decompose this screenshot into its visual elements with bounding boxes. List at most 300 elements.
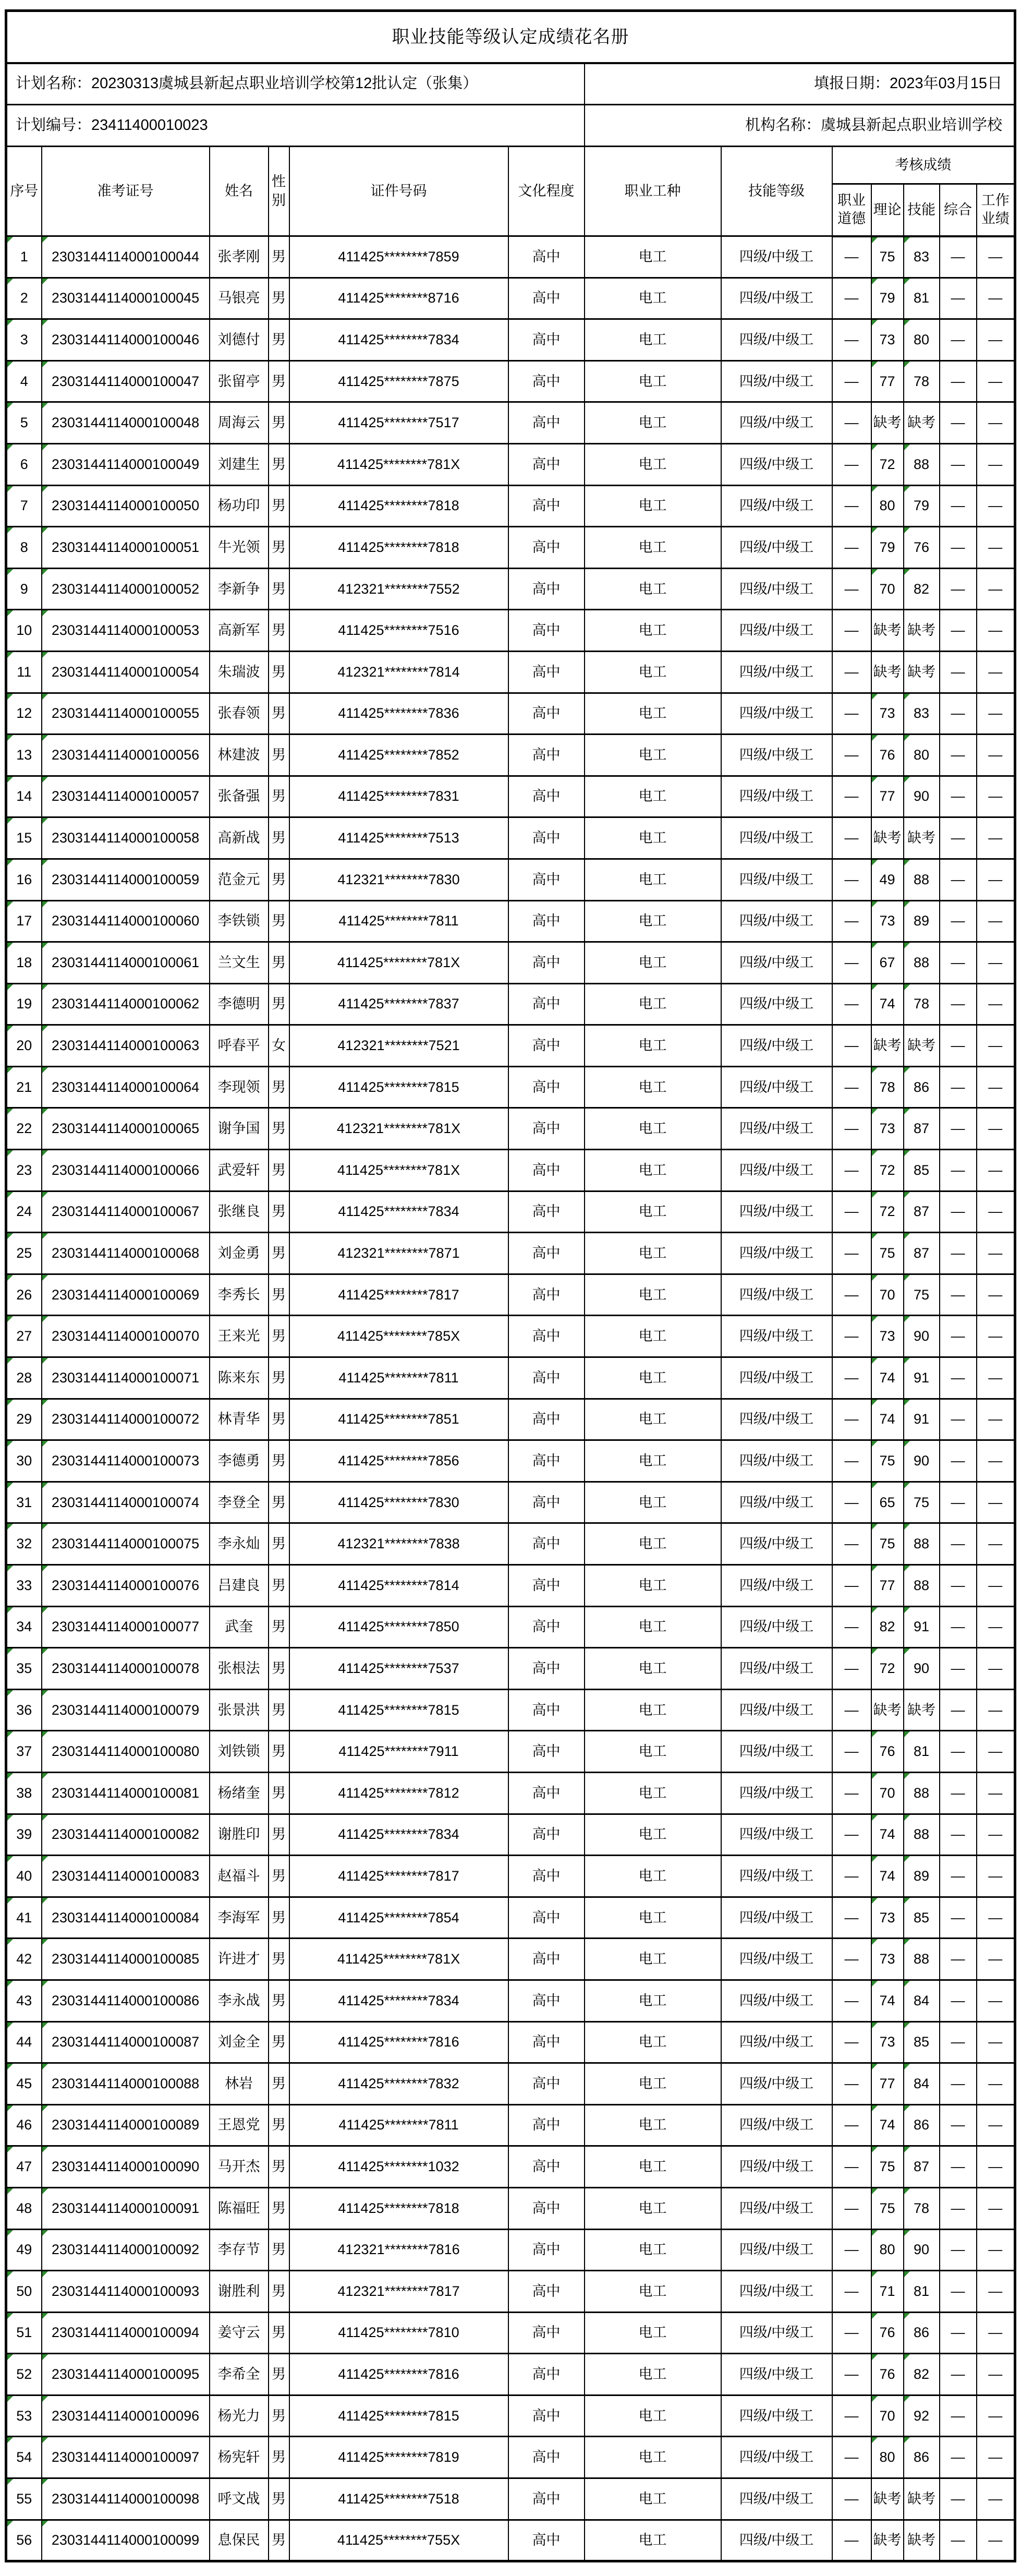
cell-ethics-score: — [832, 2146, 871, 2188]
cell-ticket: 2303144114000100077 [42, 1606, 210, 1648]
cell-occupation: 电工 [585, 1606, 721, 1648]
table-row [6, 2354, 1015, 2396]
cell-theory-score: 缺考 [871, 2520, 904, 2561]
cell-ethics-score: — [832, 610, 871, 652]
cell-education: 高中 [508, 1066, 585, 1108]
cell-id: 411425********7817 [289, 1856, 508, 1897]
cell-id: 412321********7552 [289, 568, 508, 610]
cell-ticket: 2303144114000100076 [42, 1565, 210, 1607]
col-header-gender: 性别 [269, 147, 289, 236]
table-row [6, 1025, 1015, 1067]
cell-occupation: 电工 [585, 983, 721, 1025]
cell-id: 411425********7850 [289, 1606, 508, 1648]
cell-skill-score: 85 [904, 1150, 940, 1191]
cell-level: 四级/中级工 [721, 776, 832, 817]
cell-education: 高中 [508, 1233, 585, 1274]
cell-name: 林建波 [210, 735, 269, 776]
cell-skill-score: 79 [904, 485, 940, 527]
cell-skill-score: 82 [904, 568, 940, 610]
cell-ticket: 2303144114000100087 [42, 2021, 210, 2063]
plan-name-value: 20230313虞城县新起点职业培训学校第12批认定（张集） [91, 75, 478, 92]
cell-ethics-score: — [832, 236, 871, 278]
cell-work-score: — [977, 1939, 1015, 1980]
cell-skill-score: 78 [904, 2187, 940, 2229]
cell-work-score: — [977, 2146, 1015, 2188]
cell-work-score: — [977, 402, 1015, 444]
cell-id: 411425********7816 [289, 2354, 508, 2396]
cell-comprehensive-score: — [940, 1274, 977, 1316]
cell-skill-score: 80 [904, 735, 940, 776]
cell-theory-score: 72 [871, 1191, 904, 1233]
cell-name: 李海军 [210, 1897, 269, 1939]
cell-education: 高中 [508, 2146, 585, 2188]
cell-work-score: — [977, 1606, 1015, 1648]
cell-theory-score: 缺考 [871, 1025, 904, 1067]
cell-gender: 男 [269, 2478, 289, 2520]
cell-ticket: 2303144114000100069 [42, 1274, 210, 1316]
cell-comprehensive-score: — [940, 2312, 977, 2354]
cell-work-score: — [977, 485, 1015, 527]
cell-ethics-score: — [832, 1150, 871, 1191]
cell-gender: 男 [269, 1648, 289, 1690]
cell-id: 412321********7816 [289, 2229, 508, 2271]
cell-level: 四级/中级工 [721, 1108, 832, 1150]
cell-ethics-score: — [832, 319, 871, 361]
cell-education: 高中 [508, 776, 585, 817]
cell-seq: 25 [6, 1233, 42, 1274]
cell-ticket: 2303144114000100070 [42, 1316, 210, 1357]
cell-theory-score: 80 [871, 2229, 904, 2271]
cell-comprehensive-score: — [940, 1108, 977, 1150]
cell-occupation: 电工 [585, 2312, 721, 2354]
cell-seq: 12 [6, 693, 42, 735]
cell-work-score: — [977, 2229, 1015, 2271]
cell-id: 411425********7815 [289, 1066, 508, 1108]
cell-work-score: — [977, 1689, 1015, 1731]
cell-seq: 44 [6, 2021, 42, 2063]
cell-level: 四级/中级工 [721, 2146, 832, 2188]
col-header-level: 技能等级 [721, 147, 832, 236]
table-row [6, 2063, 1015, 2105]
cell-work-score: — [977, 1357, 1015, 1399]
cell-level: 四级/中级工 [721, 2354, 832, 2396]
cell-skill-score: 90 [904, 1316, 940, 1357]
cell-name: 李德勇 [210, 1440, 269, 1482]
col-header-seq: 序号 [6, 147, 42, 236]
cell-name: 李新争 [210, 568, 269, 610]
cell-ethics-score: — [832, 2187, 871, 2229]
cell-ethics-score: — [832, 2354, 871, 2396]
cell-education: 高中 [508, 2271, 585, 2313]
cell-id: 411425********781X [289, 942, 508, 984]
cell-name: 武奎 [210, 1606, 269, 1648]
cell-skill-score: 85 [904, 2021, 940, 2063]
cell-skill-score: 88 [904, 1814, 940, 1856]
cell-education: 高中 [508, 1731, 585, 1773]
cell-comprehensive-score: — [940, 2271, 977, 2313]
cell-skill-score: 90 [904, 776, 940, 817]
cell-id: 412321********7871 [289, 1233, 508, 1274]
cell-skill-score: 86 [904, 2312, 940, 2354]
cell-gender: 男 [269, 2187, 289, 2229]
cell-work-score: — [977, 610, 1015, 652]
table-row [6, 319, 1015, 361]
table-row [6, 2187, 1015, 2229]
table-row [6, 1108, 1015, 1150]
cell-work-score: — [977, 735, 1015, 776]
cell-work-score: — [977, 942, 1015, 984]
cell-level: 四级/中级工 [721, 2187, 832, 2229]
cell-gender: 男 [269, 1440, 289, 1482]
cell-id: 411425********7834 [289, 1814, 508, 1856]
cell-name: 呼文战 [210, 2478, 269, 2520]
cell-level: 四级/中级工 [721, 2478, 832, 2520]
table-row [6, 983, 1015, 1025]
cell-ticket: 2303144114000100093 [42, 2271, 210, 2313]
cell-skill-score: 缺考 [904, 1689, 940, 1731]
cell-level: 四级/中级工 [721, 1150, 832, 1191]
cell-id: 411425********7812 [289, 1772, 508, 1814]
table-row [6, 1648, 1015, 1690]
table-row [6, 1606, 1015, 1648]
table-row [6, 1191, 1015, 1233]
cell-ticket: 2303144114000100060 [42, 900, 210, 942]
cell-gender: 男 [269, 2104, 289, 2146]
cell-gender: 男 [269, 360, 289, 402]
cell-name: 李现领 [210, 1066, 269, 1108]
cell-theory-score: 73 [871, 1108, 904, 1150]
cell-seq: 14 [6, 776, 42, 817]
cell-level: 四级/中级工 [721, 651, 832, 693]
cell-seq: 41 [6, 1897, 42, 1939]
cell-level: 四级/中级工 [721, 1066, 832, 1108]
table-row [6, 236, 1015, 278]
cell-id: 411425********7815 [289, 2395, 508, 2437]
cell-ethics-score: — [832, 2021, 871, 2063]
cell-comprehensive-score: — [940, 651, 977, 693]
cell-seq: 56 [6, 2520, 42, 2561]
org-name-cell [585, 105, 1015, 147]
cell-education: 高中 [508, 360, 585, 402]
cell-ticket: 2303144114000100073 [42, 1440, 210, 1482]
cell-comprehensive-score: — [940, 2104, 977, 2146]
cell-education: 高中 [508, 2021, 585, 2063]
cell-id: 411425********7875 [289, 360, 508, 402]
cell-ticket: 2303144114000100096 [42, 2395, 210, 2437]
cell-id: 411425********8716 [289, 278, 508, 319]
report-date-cell [585, 63, 1015, 105]
cell-level: 四级/中级工 [721, 942, 832, 984]
cell-theory-score: 74 [871, 983, 904, 1025]
cell-education: 高中 [508, 1565, 585, 1607]
cell-skill-score: 缺考 [904, 817, 940, 859]
cell-seq: 20 [6, 1025, 42, 1067]
table-row [6, 278, 1015, 319]
cell-gender: 男 [269, 1150, 289, 1191]
cell-occupation: 电工 [585, 1440, 721, 1482]
cell-level: 四级/中级工 [721, 2021, 832, 2063]
cell-occupation: 电工 [585, 942, 721, 984]
cell-theory-score: 74 [871, 1357, 904, 1399]
cell-level: 四级/中级工 [721, 2520, 832, 2561]
cell-occupation: 电工 [585, 1772, 721, 1814]
cell-id: 411425********781X [289, 1939, 508, 1980]
cell-ethics-score: — [832, 1772, 871, 1814]
cell-ticket: 2303144114000100058 [42, 817, 210, 859]
cell-comprehensive-score: — [940, 1482, 977, 1523]
cell-ticket: 2303144114000100072 [42, 1399, 210, 1440]
cell-occupation: 电工 [585, 1357, 721, 1399]
cell-name: 张继良 [210, 1191, 269, 1233]
cell-work-score: — [977, 443, 1015, 485]
cell-ethics-score: — [832, 2104, 871, 2146]
cell-id: 411425********7518 [289, 2478, 508, 2520]
cell-name: 张备强 [210, 776, 269, 817]
cell-name: 范金元 [210, 859, 269, 900]
cell-education: 高中 [508, 2312, 585, 2354]
cell-level: 四级/中级工 [721, 983, 832, 1025]
cell-education: 高中 [508, 610, 585, 652]
cell-comprehensive-score: — [940, 236, 977, 278]
cell-name: 王来光 [210, 1316, 269, 1357]
cell-comprehensive-score: — [940, 1066, 977, 1108]
cell-comprehensive-score: — [940, 859, 977, 900]
cell-name: 谢争国 [210, 1108, 269, 1150]
cell-seq: 30 [6, 1440, 42, 1482]
cell-level: 四级/中级工 [721, 485, 832, 527]
cell-ethics-score: — [832, 2437, 871, 2478]
cell-occupation: 电工 [585, 1316, 721, 1357]
cell-name: 王恩党 [210, 2104, 269, 2146]
table-row [6, 651, 1015, 693]
cell-ticket: 2303144114000100091 [42, 2187, 210, 2229]
cell-ethics-score: — [832, 1316, 871, 1357]
cell-work-score: — [977, 651, 1015, 693]
cell-comprehensive-score: — [940, 817, 977, 859]
cell-comprehensive-score: — [940, 1399, 977, 1440]
table-row [6, 610, 1015, 652]
cell-comprehensive-score: — [940, 2021, 977, 2063]
col-header-name: 姓名 [210, 147, 269, 236]
cell-ethics-score: — [832, 1648, 871, 1690]
cell-id: 411425********7837 [289, 983, 508, 1025]
cell-ethics-score: — [832, 2063, 871, 2105]
cell-work-score: — [977, 2271, 1015, 2313]
cell-skill-score: 88 [904, 443, 940, 485]
cell-ticket: 2303144114000100081 [42, 1772, 210, 1814]
header-row-1 [6, 147, 1015, 184]
cell-skill-score: 78 [904, 983, 940, 1025]
cell-ethics-score: — [832, 942, 871, 984]
cell-comprehensive-score: — [940, 1939, 977, 1980]
cell-comprehensive-score: — [940, 1440, 977, 1482]
cell-theory-score: 74 [871, 1980, 904, 2021]
cell-education: 高中 [508, 1357, 585, 1399]
cell-gender: 男 [269, 1399, 289, 1440]
cell-comprehensive-score: — [940, 2354, 977, 2396]
cell-theory-score: 75 [871, 2187, 904, 2229]
cell-seq: 26 [6, 1274, 42, 1316]
cell-comprehensive-score: — [940, 900, 977, 942]
cell-skill-score: 86 [904, 1066, 940, 1108]
plan-code-cell [6, 105, 585, 147]
cell-theory-score: 82 [871, 1606, 904, 1648]
cell-name: 杨绪奎 [210, 1772, 269, 1814]
cell-skill-score: 89 [904, 900, 940, 942]
cell-ticket: 2303144114000100057 [42, 776, 210, 817]
org-name-label: 机构名称： [745, 116, 821, 134]
cell-id: 412321********7521 [289, 1025, 508, 1067]
cell-name: 刘德付 [210, 319, 269, 361]
table-row [6, 2104, 1015, 2146]
cell-comprehensive-score: — [940, 983, 977, 1025]
cell-gender: 男 [269, 735, 289, 776]
cell-work-score: — [977, 1233, 1015, 1274]
cell-seq: 31 [6, 1482, 42, 1523]
cell-comprehensive-score: — [940, 402, 977, 444]
cell-id: 411425********7818 [289, 2187, 508, 2229]
cell-occupation: 电工 [585, 1066, 721, 1108]
cell-theory-score: 76 [871, 735, 904, 776]
cell-gender: 男 [269, 651, 289, 693]
cell-occupation: 电工 [585, 1689, 721, 1731]
cell-level: 四级/中级工 [721, 2229, 832, 2271]
cell-comprehensive-score: — [940, 2229, 977, 2271]
col-header-ticket: 准考证号 [42, 147, 210, 236]
cell-work-score: — [977, 1440, 1015, 1482]
cell-level: 四级/中级工 [721, 2395, 832, 2437]
cell-ticket: 2303144114000100074 [42, 1482, 210, 1523]
cell-theory-score: 80 [871, 485, 904, 527]
cell-gender: 男 [269, 2271, 289, 2313]
cell-work-score: — [977, 1814, 1015, 1856]
cell-level: 四级/中级工 [721, 1440, 832, 1482]
cell-name: 李希全 [210, 2354, 269, 2396]
cell-ethics-score: — [832, 1897, 871, 1939]
cell-level: 四级/中级工 [721, 2312, 832, 2354]
cell-education: 高中 [508, 1523, 585, 1565]
cell-name: 息保民 [210, 2520, 269, 2561]
cell-work-score: — [977, 1482, 1015, 1523]
cell-gender: 男 [269, 1357, 289, 1399]
cell-ticket: 2303144114000100054 [42, 651, 210, 693]
cell-skill-score: 90 [904, 1440, 940, 1482]
cell-ticket: 2303144114000100066 [42, 1150, 210, 1191]
cell-education: 高中 [508, 319, 585, 361]
cell-seq: 47 [6, 2146, 42, 2188]
cell-comprehensive-score: — [940, 2063, 977, 2105]
meta-row-1 [6, 63, 1015, 105]
cell-seq: 16 [6, 859, 42, 900]
cell-id: 411425********7811 [289, 2104, 508, 2146]
cell-comprehensive-score: — [940, 735, 977, 776]
cell-ethics-score: — [832, 360, 871, 402]
cell-theory-score: 75 [871, 1523, 904, 1565]
table-row [6, 2520, 1015, 2561]
cell-theory-score: 71 [871, 2271, 904, 2313]
table-row [6, 2395, 1015, 2437]
cell-gender: 男 [269, 1316, 289, 1357]
cell-ticket: 2303144114000100078 [42, 1648, 210, 1690]
cell-id: 411425********7817 [289, 1274, 508, 1316]
cell-level: 四级/中级工 [721, 2437, 832, 2478]
cell-education: 高中 [508, 1856, 585, 1897]
cell-gender: 男 [269, 1108, 289, 1150]
cell-skill-score: 76 [904, 527, 940, 569]
cell-name: 兰文生 [210, 942, 269, 984]
cell-occupation: 电工 [585, 2063, 721, 2105]
cell-skill-score: 87 [904, 1233, 940, 1274]
table-row [6, 527, 1015, 569]
cell-ethics-score: — [832, 1482, 871, 1523]
cell-ethics-score: — [832, 1191, 871, 1233]
cell-seq: 52 [6, 2354, 42, 2396]
cell-education: 高中 [508, 2478, 585, 2520]
cell-skill-score: 80 [904, 319, 940, 361]
cell-skill-score: 91 [904, 1357, 940, 1399]
cell-seq: 33 [6, 1565, 42, 1607]
cell-occupation: 电工 [585, 527, 721, 569]
cell-gender: 男 [269, 1689, 289, 1731]
cell-comprehensive-score: — [940, 1897, 977, 1939]
cell-gender: 男 [269, 2354, 289, 2396]
cell-id: 411425********7816 [289, 2021, 508, 2063]
cell-id: 411425********7851 [289, 1399, 508, 1440]
cell-education: 高中 [508, 1897, 585, 1939]
table-row [6, 693, 1015, 735]
cell-occupation: 电工 [585, 1980, 721, 2021]
cell-level: 四级/中级工 [721, 2104, 832, 2146]
cell-level: 四级/中级工 [721, 568, 832, 610]
cell-comprehensive-score: — [940, 1856, 977, 1897]
cell-comprehensive-score: — [940, 1316, 977, 1357]
cell-gender: 男 [269, 1191, 289, 1233]
cell-theory-score: 70 [871, 2395, 904, 2437]
cell-ethics-score: — [832, 983, 871, 1025]
cell-education: 高中 [508, 1606, 585, 1648]
cell-level: 四级/中级工 [721, 1814, 832, 1856]
col-header-comprehensive: 综合 [940, 184, 977, 236]
cell-theory-score: 76 [871, 2354, 904, 2396]
cell-skill-score: 85 [904, 1897, 940, 1939]
cell-ticket: 2303144114000100080 [42, 1731, 210, 1773]
cell-work-score: — [977, 278, 1015, 319]
cell-skill-score: 86 [904, 2437, 940, 2478]
cell-work-score: — [977, 2312, 1015, 2354]
cell-name: 林青华 [210, 1399, 269, 1440]
cell-theory-score: 74 [871, 2104, 904, 2146]
cell-education: 高中 [508, 443, 585, 485]
cell-seq: 40 [6, 1856, 42, 1897]
cell-ethics-score: — [832, 1357, 871, 1399]
cell-education: 高中 [508, 2187, 585, 2229]
plan-name-cell [6, 63, 585, 105]
cell-ticket: 2303144114000100068 [42, 1233, 210, 1274]
cell-occupation: 电工 [585, 1731, 721, 1773]
cell-occupation: 电工 [585, 1150, 721, 1191]
table-row [6, 1357, 1015, 1399]
cell-education: 高中 [508, 2104, 585, 2146]
cell-comprehensive-score: — [940, 776, 977, 817]
cell-id: 411425********7811 [289, 1357, 508, 1399]
cell-level: 四级/中级工 [721, 1399, 832, 1440]
cell-comprehensive-score: — [940, 2187, 977, 2229]
cell-seq: 27 [6, 1316, 42, 1357]
cell-name: 朱瑞波 [210, 651, 269, 693]
cell-ticket: 2303144114000100056 [42, 735, 210, 776]
cell-theory-score: 77 [871, 1565, 904, 1607]
cell-id: 411425********7856 [289, 1440, 508, 1482]
